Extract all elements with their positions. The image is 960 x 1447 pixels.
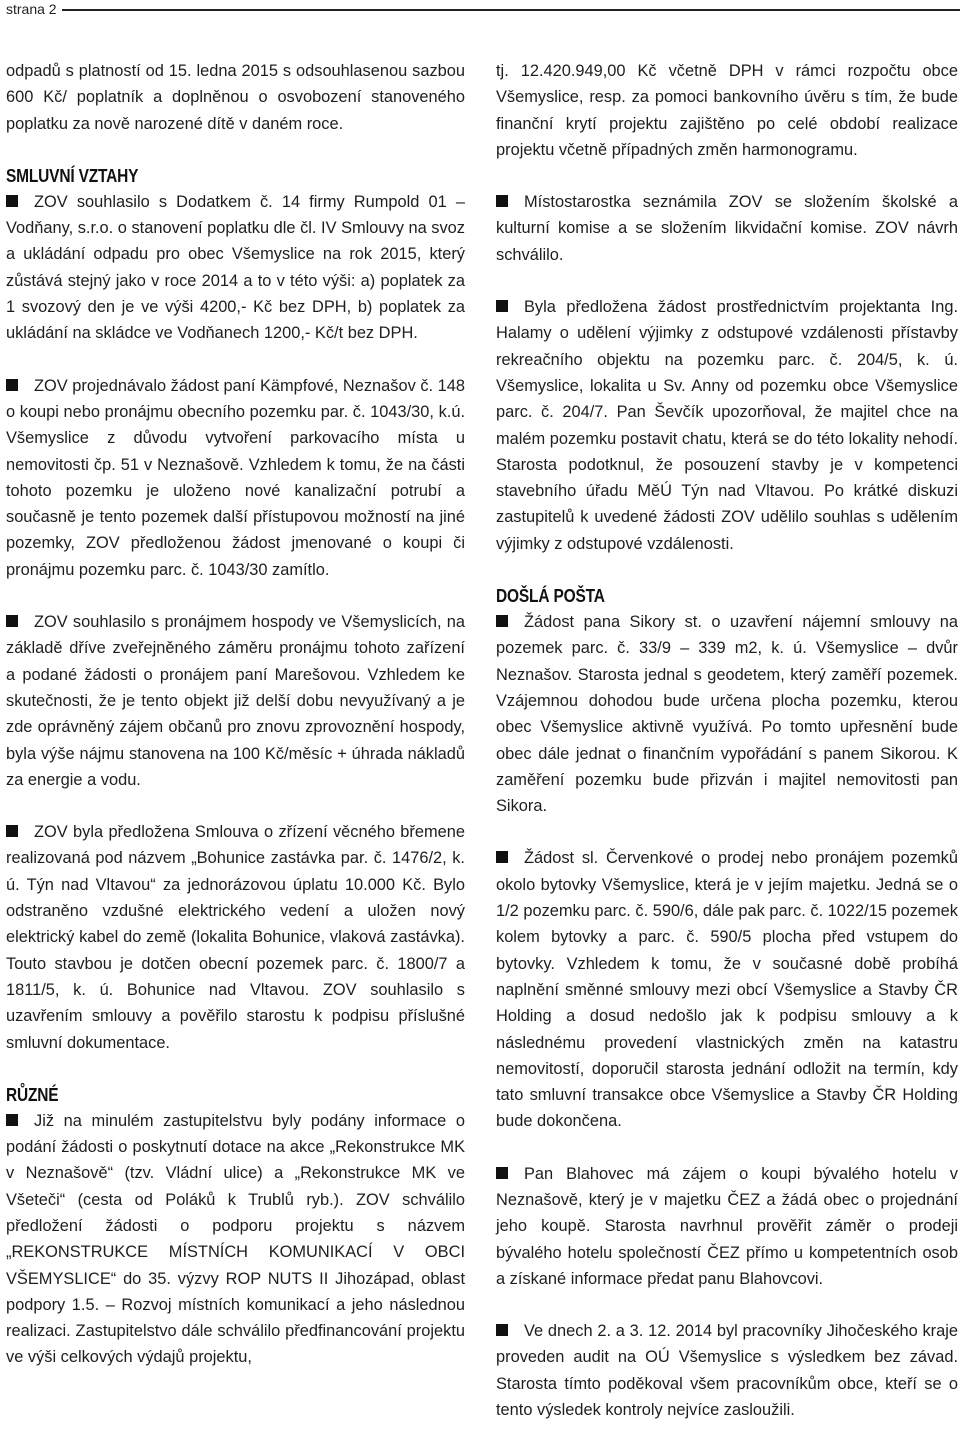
list-item: ZOV byla předložena Smlouva o zřízení věcného břemene realizovaná pod názvem „Bohunice zastávka par. č. 1476/2, k. ú. Týn nad Vltavou“ za jednorázovou úplatu 10.000 Kč. Bylo odstraněno vzdušné elektrického vedení a uložen nový elektrický kabel do země (lokalita Bohunice, vlaková zastávka). Touto stavbou je dotčen obecní pozemek parc. č. 1800/7 a 1811/5, k. ú. Bohunice nad Vltavou. ZOV souhlasilo s uzavřením smlouvy a pověřilo starostu k podpisu příslušné smluvní dokumentace.: [6, 823, 465, 1052]
continuation-paragraph: tj. 12.420.949,00 Kč včetně DPH v rámci rozpočtu obce Všemyslice, resp. za pomoci bankovního úvěru s tím, že bude finanční krytí projektu zajištěno po celé období realizace projektu včetně případných změn harmonogramu.: [496, 62, 958, 159]
list-item: ZOV souhlasilo s Dodatkem č. 14 firmy Rumpold 01 – Vodňany, s.r.o. o stanovení poplatku dle čl. IV Smlouvy na svoz a ukládání odpadu pro obec Všemyslice na rok 2015, který zůstává stejný jako v roce 2014 a to v této výši: a) poplatek za 1 svozový den je ve výši 4200,- Kč bez DPH, b) poplatek za ukládání na skládce ve Vodňanech 1200,- Kč/t bez DPH.: [6, 192, 465, 343]
bullet-square-icon: [496, 615, 508, 627]
bullet-square-icon: [496, 1167, 508, 1179]
bullet-square-icon: [6, 1114, 18, 1126]
list-item: Žádost pana Sikory st. o uzavření nájemní smlouvy na pozemek parc. č. 33/9 – 339 m2, k. ú. Všemyslice – dvůr Neznašov. Starosta jednal s geodetem, který zaměří pozemek. Vzájemnou dohodou bude určena plocha pozemku, kterou obec Všemyslice aktivně využívá. Po tomto upřesnění bude obec dále jednat o finančním vypořádání s panem Sikorou. K zaměření pozemku bude přizván i majitel nemovitosti pan Sikora.: [496, 613, 958, 816]
list-item: Ve dnech 2. a 3. 12. 2014 byl pracovníky Jihočeského kraje proveden audit na OÚ Všemyslice s výsledkem bez závad. Starosta tímto poděkoval všem pracovníkům obce, kteří se o tento výsledek kontroly nejvíce zasloužili.: [496, 1322, 958, 1420]
intro-paragraph: odpadů s platností od 15. ledna 2015 s odsouhlasenou sazbou 600 Kč/ poplatník a doplněnou o osvobození stanoveného poplatku za nově narozené dítě v daném roce.: [6, 62, 465, 133]
list-item: Místostarostka seznámila ZOV se složením školské a kulturní komise a se složením likvidační komise. ZOV návrh schválilo.: [496, 193, 958, 264]
list-item: ZOV souhlasilo s pronájmem hospody ve Všemyslicích, na základě dříve zveřejněného záměru pronájmu tohoto zařízení a podané žádosti o pronájem paní Marešovou. Vzhledem ke skutečnosti, že je tento objekt již delší dobu nevyužívaný a je zde oprávněný zájem občanů pro znovu zprovoznění hospody, byla výše nájmu stanovena na 100 Kč/měsíc + úhrada nákladů za energie a vodu.: [6, 613, 465, 789]
left-column: [6, 58, 465, 1371]
page-header: [0, 0, 960, 24]
bullet-square-icon: [6, 615, 18, 627]
bullet-square-icon: [6, 825, 18, 837]
list-item: Pan Blahovec má zájem o koupi bývalého hotelu v Neznašově, který je v majetku ČEZ a žádá obec o projednání jeho koupě. Starosta navrhnul prověřit záměr o prodeji bývalého hotelu společností ČEZ přímo u kompetentních osob a získané informace předat panu Blahovcovi.: [496, 1164, 958, 1288]
section-title-dosla-posta: DOŠLÁ POŠTA: [496, 586, 605, 607]
section-title-smluvni-vztahy: SMLUVNÍ VZTAHY: [6, 165, 139, 186]
header-rule: [62, 9, 960, 11]
list-item: Žádost sl. Červenkové o prodej nebo pronájem pozemků okolo bytovky Všemyslice, která je v jejím majetku. Jedná se o 1/2 pozemku parc. č. 590/6, dále pak parc. č. 1022/15 pozemek kolem bytovky a parc. č. 590/5 plocha před vstupem do bytovky. Vzhledem k tomu, že v současné době probíhá naplnění směnné smlouvy mezi obcí Všemyslice a Stavby ČR Holding a dosud nedošlo jak k podpisu smlouvy a k následnému provedení vlastnických změn na katastru nemovitostí, doporučil starosta jednání odložit na termín, kdy tato smluvní transakce obce Všemyslice a Stavby ČR Holding bude dokončena.: [496, 849, 958, 1131]
section-title-ruzne: RŮZNÉ: [6, 1084, 59, 1105]
list-item: Byla předložena žádost prostřednictvím projektanta Ing. Halamy o udělení výjimky z odstupové vzdálenosti přístavby rekreačního objektu na pozemku parc. č. 204/5, k. ú. Všemyslice, lokalita u Sv. Anny od pozemku obce Všemyslice parc. č. 204/7. Pan Ševčík upozorňoval, že majitel chce na malém pozemku postavit chatu, která se do této lokality nehodí. Starosta podotknul, že posouzení stavby je v kompetenci stavebního úřadu MěÚ Týn nad Vltavou. Po krátké diskuzi zastupitelů k uvedené žádosti ZOV udělilo souhlas s udělením výjimky z odstupové vzdálenosti.: [496, 298, 958, 553]
bullet-square-icon: [496, 851, 508, 863]
bullet-square-icon: [6, 379, 18, 391]
list-item: ZOV projednávalo žádost paní Kämpfové, Neznašov č. 148 o koupi nebo pronájmu obecního pozemku par. č. 1043/30, k.ú. Všemyslice z důvodu vytvoření parkovacího místa u nemovitosti čp. 51 v Neznašově. Vzhledem k tomu, že na části tohoto pozemku je uloženo nové kanalizační potrubí a současně je tento pozemek další přístupovou možností na jiné pozemky, ZOV předloženou žádost jmenované o koupi či pronájmu pozemku parc. č. 1043/30 zamítlo.: [6, 376, 465, 579]
bullet-square-icon: [6, 195, 18, 207]
page-number-label: strana 2: [6, 1, 57, 17]
right-column: [496, 58, 958, 1423]
list-item: Již na minulém zastupitelstvu byly podány informace o podání žádosti o poskytnutí dotace na akce „Rekonstrukce MK v Neznašově“ (tzv. Vládní ulice) a „Rekonstrukce MK ve Všeteči“ (cesta od Poláků k Trublů ryb.). ZOV schválilo předložení žádosti o podporu projektu s názvem „REKONSTRUKCE MÍSTNÍCH KOMUNIKACÍ V OBCI VŠEMYSLICE“ do 35. výzvy ROP NUTS II Jihozápad, oblast podpory 1.5. – Rozvoj místních komunikací a jeho následnou realizaci. Zastupitelstvo dále schválilo předfinancování projektu ve výši celkových výdajů projektu,: [6, 1111, 465, 1367]
bullet-square-icon: [496, 1324, 508, 1336]
bullet-square-icon: [496, 300, 508, 312]
bullet-square-icon: [496, 195, 508, 207]
